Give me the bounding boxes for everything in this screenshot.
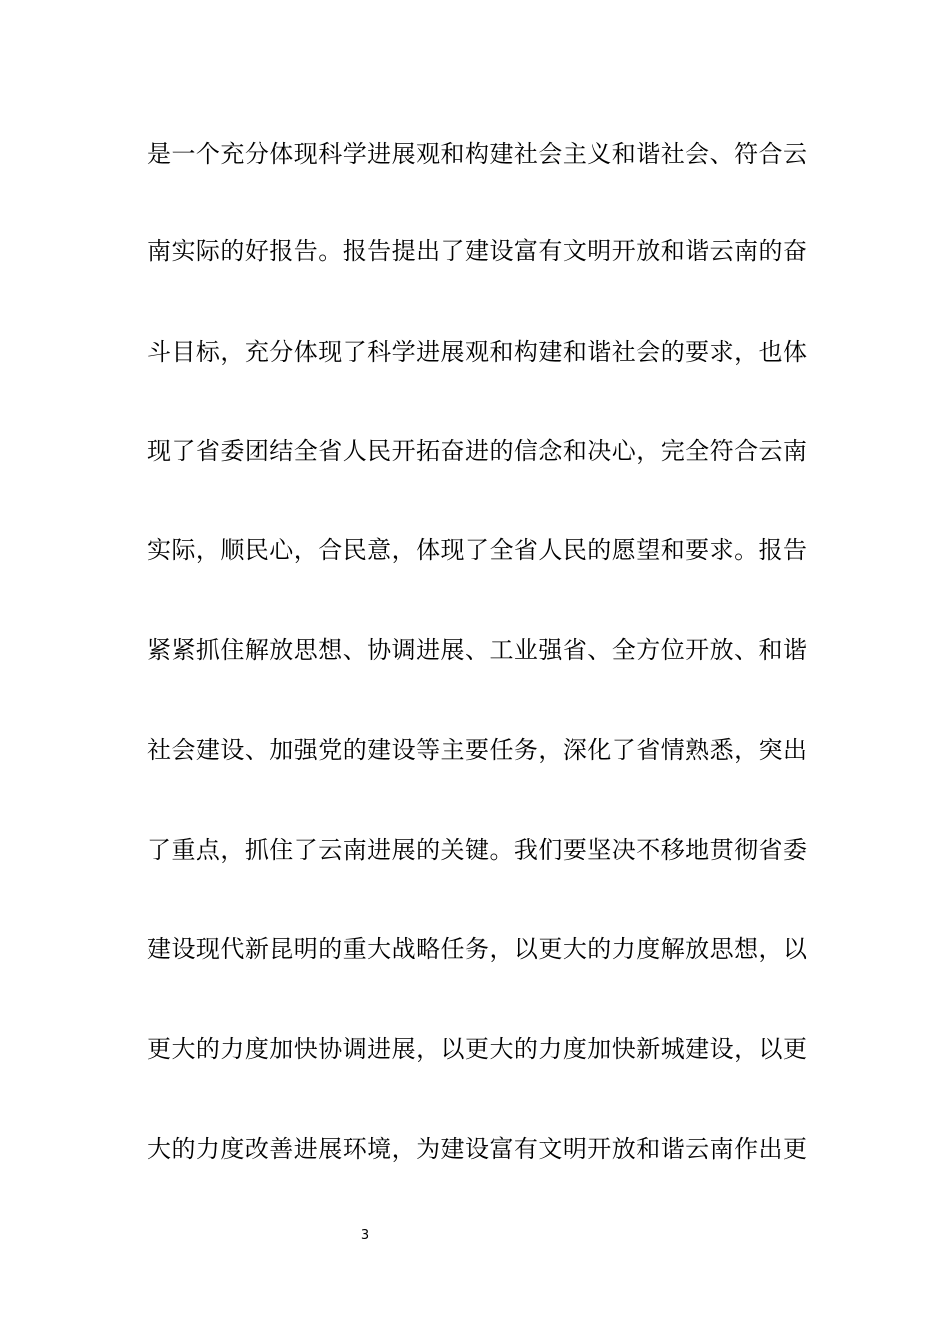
text-line: 更大的力度加快协调进展，以更大的力度加快新城建设，以更 [147, 1035, 807, 1063]
text-line: 紧紧抓住解放思想、协调进展、工业强省、全方位开放、和谐 [147, 636, 807, 664]
text-line: 现了省委团结全省人民开拓奋进的信念和决心，完全符合云南 [147, 437, 807, 465]
text-line: 建设现代新昆明的重大战略任务，以更大的力度解放思想，以 [147, 935, 807, 963]
page-number: 3 [360, 1228, 370, 1243]
text-line: 社会建设、加强党的建设等主要任务，深化了省情熟悉，突出 [147, 736, 807, 764]
text-line: 是一个充分体现科学进展观和构建社会主义和谐社会、符合云 [147, 140, 807, 168]
text-line: 了重点，抓住了云南进展的关键。我们要坚决不移地贯彻省委 [147, 836, 807, 864]
text-line: 实际，顺民心，合民意，体现了全省人民的愿望和要求。报告 [147, 536, 807, 564]
text-line: 大的力度改善进展环境，为建设富有文明开放和谐云南作出更 [147, 1135, 807, 1163]
text-line: 南实际的好报告。报告提出了建设富有文明开放和谐云南的奋 [147, 237, 807, 265]
text-line: 斗目标，充分体现了科学进展观和构建和谐社会的要求，也体 [147, 338, 807, 366]
